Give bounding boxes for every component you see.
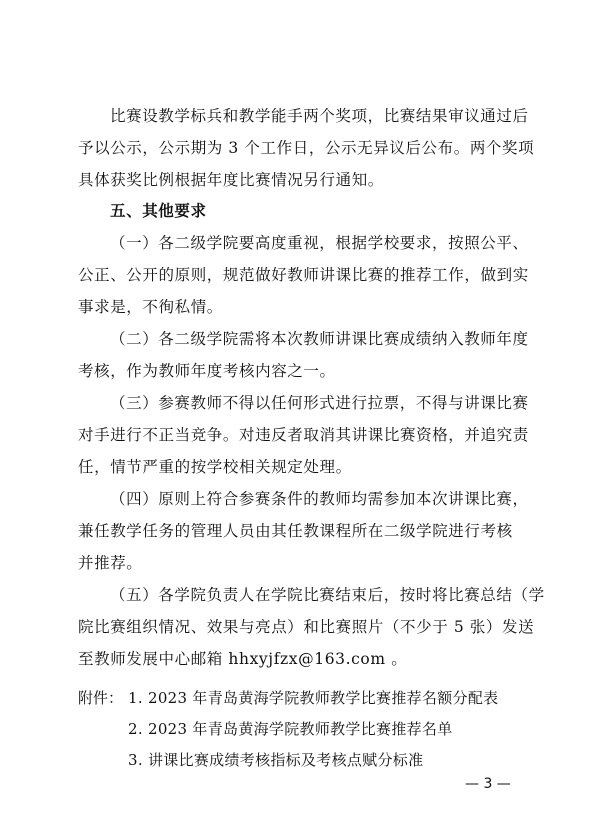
requirement-5-line-1: （五）各学院负责人在学院比赛结束后，按时将比赛总结（学 (110, 586, 545, 604)
requirement-2-line-1: （二）各二级学院需将本次教师讲课比赛成绩纳入教师年度 (110, 330, 529, 348)
requirement-1-line-2: 公正、公开的原则，规范做好教师讲课比赛的推荐工作，做到实 (78, 266, 529, 284)
requirement-3-line-1: （三）参赛教师不得以任何形式进行拉票，不得与讲课比赛 (110, 394, 529, 412)
attachment-item-3: 3. 讲课比赛成绩考核指标及考核点赋分标准 (128, 751, 424, 769)
requirement-5-line-2: 院比赛组织情况、效果与亮点）和比赛照片（不少于 5 张）发送 (78, 618, 535, 636)
page-number: — 3 — (465, 776, 511, 792)
requirement-2-line-2: 考核，作为教师年度考核内容之一。 (78, 362, 336, 380)
requirement-4-line-3: 并推荐。 (78, 554, 143, 572)
requirement-5-line-3: 至教师发展中心邮箱 hhxyjfzx@163.com 。 (78, 650, 408, 668)
requirement-3-line-2: 对手进行不正当竞争。对违反者取消其讲课比赛资格，并追究责 (78, 426, 529, 444)
section-heading: 五、其他要求 (110, 202, 207, 220)
requirement-4-line-1: （四）原则上符合参赛条件的教师均需参加本次讲课比赛， (110, 490, 529, 508)
award-paragraph-line-3: 具体获奖比例根据年度比赛情况另行通知。 (78, 171, 384, 189)
attachment-item-1: 1. 2023 年青岛黄海学院教师教学比赛推荐名额分配表 (128, 689, 499, 707)
requirement-4-line-2: 兼任教学任务的管理人员由其任教课程所在二级学院进行考核 (78, 522, 513, 540)
attachments-label: 附件： (78, 689, 124, 707)
award-paragraph-line-1: 比赛设教学标兵和教学能手两个奖项，比赛结果审议通过后 (110, 107, 529, 125)
attachment-item-2: 2. 2023 年青岛黄海学院教师教学比赛推荐名单 (128, 720, 453, 738)
requirement-1-line-3: 事求是，不徇私情。 (78, 298, 223, 316)
requirement-3-line-3: 任，情节严重的按学校相关规定处理。 (78, 458, 352, 476)
requirement-1-line-1: （一）各二级学院要高度重视，根据学校要求，按照公平、 (110, 234, 529, 252)
award-paragraph-line-2: 予以公示，公示期为 3 个工作日，公示无异议后公布。两个奖项 (78, 139, 535, 157)
